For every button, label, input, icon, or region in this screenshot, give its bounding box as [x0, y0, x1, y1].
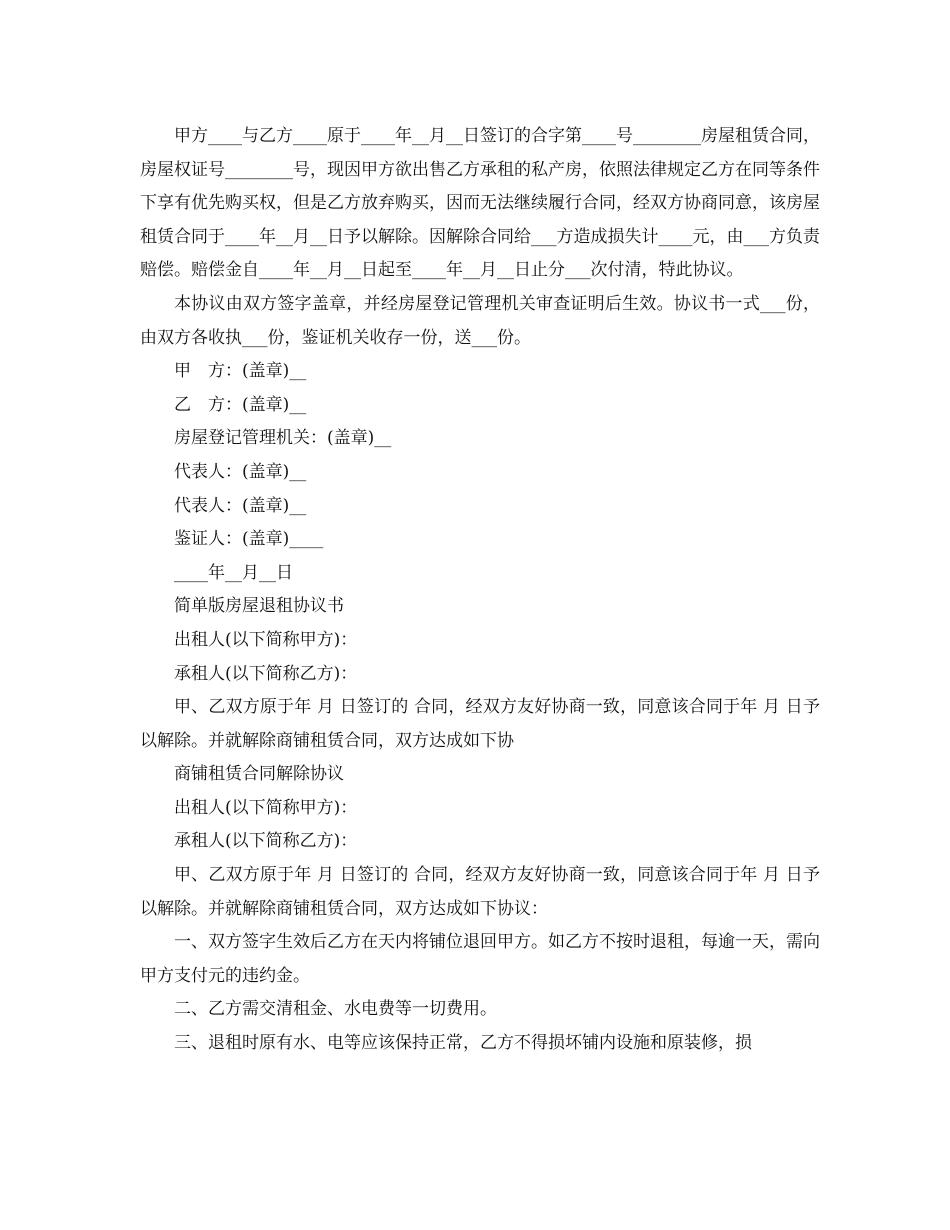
paragraph-terms: 甲方____与乙方____原于____年__月__日签订的合字第____号________房屋租赁合同，房屋权证号________号，现因甲方欲出售乙方承租的私产房，依照法律规定乙方在同等条件下享有优先购买权，但是乙方放弃购买，因而无法继续履行合同，经双方协商同意，该房屋租赁合同于____年__月__日予以解除。因解除合同给___方造成损失计____元，由___方负责赔偿。赔偿金自____年__月__日起至____年__月__日止分___次付清，特此协议。: [140, 126, 820, 281]
lessee-line-2: 承租人(以下简称乙方)：: [174, 831, 358, 852]
document-body: [140, 120, 820, 1061]
clause-3: 三、退租时原有水、电等应该保持正常，乙方不得损坏铺内设施和原装修，损: [174, 1033, 752, 1054]
signature-party-b: 乙 方：(盖章)__: [174, 394, 307, 415]
lessor-line-2: 出租人(以下简称甲方)：: [174, 797, 358, 818]
signature-witness: 鉴证人：(盖章)____: [174, 529, 324, 550]
clause-1: 一、双方签字生效后乙方在天内将铺位退回甲方。如乙方不按时退租，每逾一天，需向甲方支付元的违约金。: [140, 932, 820, 986]
section-title-simple-agreement: 简单版房屋退租协议书: [174, 596, 344, 617]
signature-representative-1: 代表人：(盖章)__: [174, 461, 307, 482]
paragraph-effect: 本协议由双方签字盖章，并经房屋登记管理机关审查证明后生效。协议书一式___份，由双方各收执___份，鉴证机关收存一份，送___份。: [140, 293, 820, 348]
paragraph-termination-intro: 甲、乙双方原于年 月 日签订的 合同，经双方友好协商一致，同意该合同于年 月 日予以解除。并就解除商铺租赁合同，双方达成如下协: [140, 697, 820, 751]
paragraph-termination-intro-2: 甲、乙双方原于年 月 日签订的 合同，经双方友好协商一致，同意该合同于年 月 日予以解除。并就解除商铺租赁合同，双方达成如下协议：: [140, 865, 820, 919]
clause-2: 二、乙方需交清租金、水电费等一切费用。: [174, 999, 497, 1020]
lessor-line: 出租人(以下简称甲方)：: [174, 629, 358, 650]
lessee-line: 承租人(以下简称乙方)：: [174, 663, 358, 684]
signature-date: ____年__月__日: [174, 562, 293, 583]
signature-registry-office: 房屋登记管理机关：(盖章)__: [174, 428, 392, 449]
signature-party-a: 甲 方：(盖章)__: [174, 361, 307, 382]
signature-representative-2: 代表人：(盖章)__: [174, 495, 307, 516]
section-title-shop-termination: 商铺租赁合同解除协议: [174, 764, 344, 785]
